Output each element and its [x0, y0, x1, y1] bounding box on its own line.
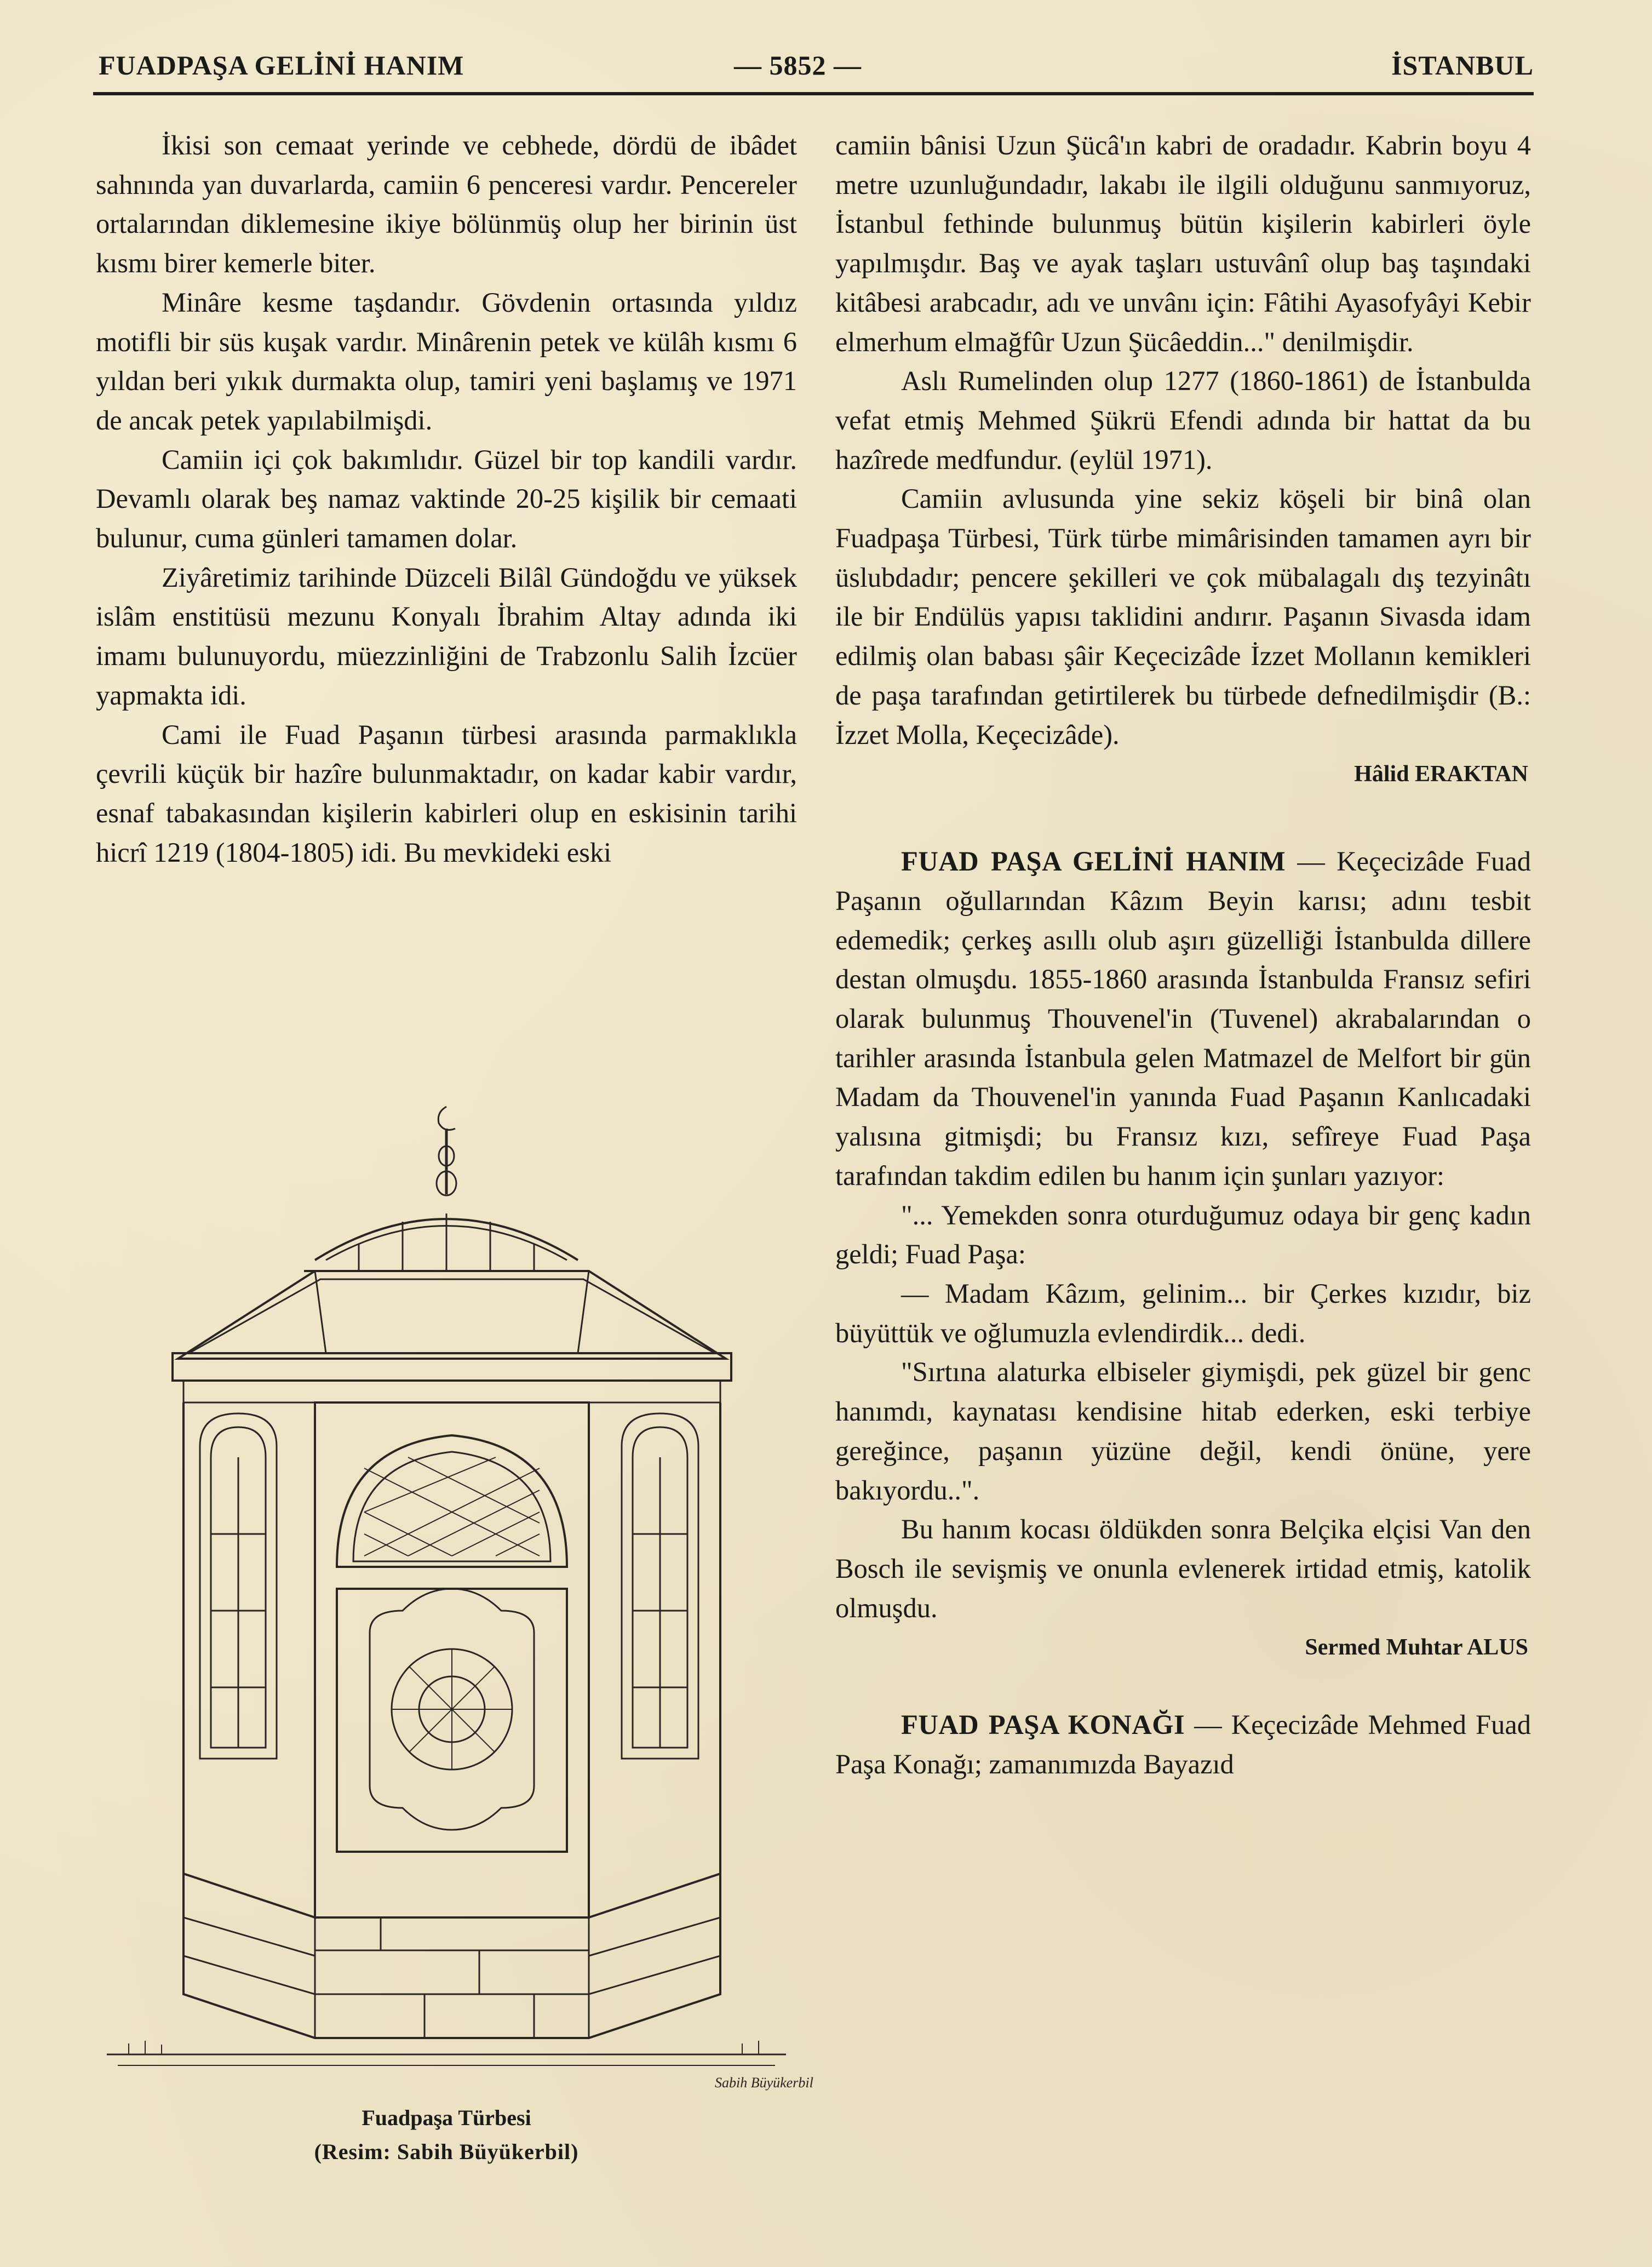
author-signature: Sermed Muhtar ALUS [1305, 1635, 1528, 1661]
quote: "... Yemekden sonra oturduğumuz odaya bir genç kadın geldi; Fuad Paşa: [835, 1199, 1531, 1270]
page-number: — 5852 — [734, 50, 862, 81]
paragraph: Bu hanım kocası öldükden sonra Belçika elçisi Van den Bosch ile sevişmiş ve onunla evlenerek irtidad etmiş, katolik olmuşdu. [835, 1514, 1531, 1623]
illustration-caption [96, 2101, 797, 2169]
header-rule [93, 92, 1534, 95]
header-publication: İSTANBUL [1391, 50, 1534, 81]
caption-credit: (Resim: Sabih Büyükerbil) [314, 2139, 579, 2164]
paragraph: Camiin avlusunda yine sekiz köşeli bir binâ olan Fuadpaşa Türbesi, Türk türbe mimârisinden tamamen ayrı bir üslubdadır; pencere şekilleri ve çok mübalagalı dış tezyinâtı ile bir Endülüs yapısı taklidini andırır. Paşanın Sivasda idam edilmiş olan babası şâir Keçecizâde İzzet Mollanın kemikleri de paşa tarafından getirtilerek bu türbede defnedilmişdir (B.: İzzet Molla, Keçecizâde). [835, 483, 1531, 750]
header-entry-title: FUADPAŞA GELİNİ HANIM [99, 50, 464, 81]
left-column [96, 126, 797, 872]
caption-title: Fuadpaşa Türbesi [362, 2105, 531, 2130]
cornice [173, 1271, 731, 1402]
encyclopedia-entry [835, 1705, 1531, 1784]
right-column [835, 126, 1531, 1784]
entry-heading: FUAD PAŞA GELİNİ HANIM [901, 846, 1286, 877]
paragraph: Ziyâretimiz tarihinde Düzceli Bilâl Gündoğdu ve yüksek islâm enstitüsü mezunu Konyalı İbrahim Altay adında iki imamı bulunuyordu, müezzinliğini de Trabzonlu Salih İzcüer yapmakta idi. [96, 562, 797, 711]
right-facade [589, 1402, 720, 1917]
finial [437, 1107, 456, 1195]
ground-line [107, 2041, 786, 2065]
running-header [99, 49, 1534, 88]
entry-heading: FUAD PAŞA KONAĞI [901, 1709, 1185, 1741]
quote: "Sırtına alaturka elbiseler giymişdi, pek güzel bir genc hanımdı, kaynatası kendisine hitab ederken, eski terbiye gereğince, paşanın yüzüne değil, kendi önüne, yere bakıyordu..". [835, 1356, 1531, 1505]
dome [304, 1213, 589, 1271]
center-facade [315, 1402, 589, 1917]
base-masonry [183, 1874, 720, 2038]
quote: — Madam Kâzım, gelinim... bir Çerkes kızıdır, biz büyüttük ve oğlumuzla evlendirdik... dedi. [835, 1278, 1531, 1348]
left-facade [183, 1402, 315, 1917]
paragraph: Camiin içi çok bakımlıdır. Güzel bir top kandili vardır. Devamlı olarak beş namaz vaktinde 20-25 kişilik bir cemaati bulunur, cuma günleri tamamen dolar. [96, 444, 797, 554]
entry-intro: — Keçecizâde Mehmed Fuad Paşa Konağı; zamanımızda Bayazıd [835, 1709, 1531, 1780]
paragraph: Aslı Rumelinden olup 1277 (1860-1861) de İstanbulda vefat etmiş Mehmed Şükrü Efendi adında bir hattat da bu hazîrede medfundur. (eylül 1971). [835, 365, 1531, 475]
paragraph: camiin bânisi Uzun Şücâ'ın kabri de oradadır. Kabrin boyu 4 metre uzunluğundadır, lakabı ile ilgili olduğunu sanmıyoruz, İstanbul fethinde bulunmuş bütün kişilerin kabirleri öyle yapılmışdır. Baş ve ayak taşları ustuvânî olup baş taşındaki kitâbesi arabcadır, adı ve unvânı için: Fâtihi Ayasofyâyi Kebir elmerhum elmağfûr Uzun Şücâeddin..." denilmişdir. [835, 130, 1531, 357]
paragraph: Minâre kesme taşdandır. Gövdenin ortasında yıldız motifli bir süs kuşak vardır. Minârenin petek ve külâh kısmı 6 yıldan beri yıkık durmakta olup, tamiri yeni başlamış ve 1971 de ancak petek yapılabilmişdi. [96, 287, 797, 436]
encyclopedia-entry [835, 842, 1531, 1195]
paragraph: Cami ile Fuad Paşanın türbesi arasında parmaklıkla çevrili küçük bir hazîre bulunmaktadır, on kadar kabir vardır, esnaf tabakasından kişilerin kabirleri olup en eskisinin tarihi hicrî 1219 (1804-1805) idi. Bu mevkideki eski [96, 719, 797, 868]
tomb-illustration [96, 1096, 813, 2098]
author-signature: Hâlid ERAKTAN [1354, 762, 1528, 787]
artist-signature: Sabih Büyükerbil [715, 2075, 813, 2091]
entry-intro: — Keçecizâde Fuad Paşanın oğullarından Kâzım Beyin karısı; adını tesbit edemedik; çerkeş asıllı olub aşırı güzelliği İstanbulda dillere destan olmuşdu. 1855-1860 arasında İstanbulda Fransız sefiri olarak bulunmuş Thouvenel'in (Tuvenel) akrabalarından o tarihler arasında İstanbula gelen Matmazel de Melfort bir gün Madam da Thouvenel'in yanında Fuad Paşanın Kanlıcadaki yalısına gitmişdi; bu Fransız kızı, sefîreye Fuad Paşa tarafından takdim edilen bu hanım için şunları yazıyor: [835, 846, 1531, 1191]
paragraph: İkisi son cemaat yerinde ve cebhede, dördü de ibâdet sahnında yan duvarlarda, camiin 6 penceresi vardır. Pencereler ortalarından diklemesine ikiye bölünmüş olup her birinin üst kısmı birer kemerle biter. [96, 130, 797, 279]
